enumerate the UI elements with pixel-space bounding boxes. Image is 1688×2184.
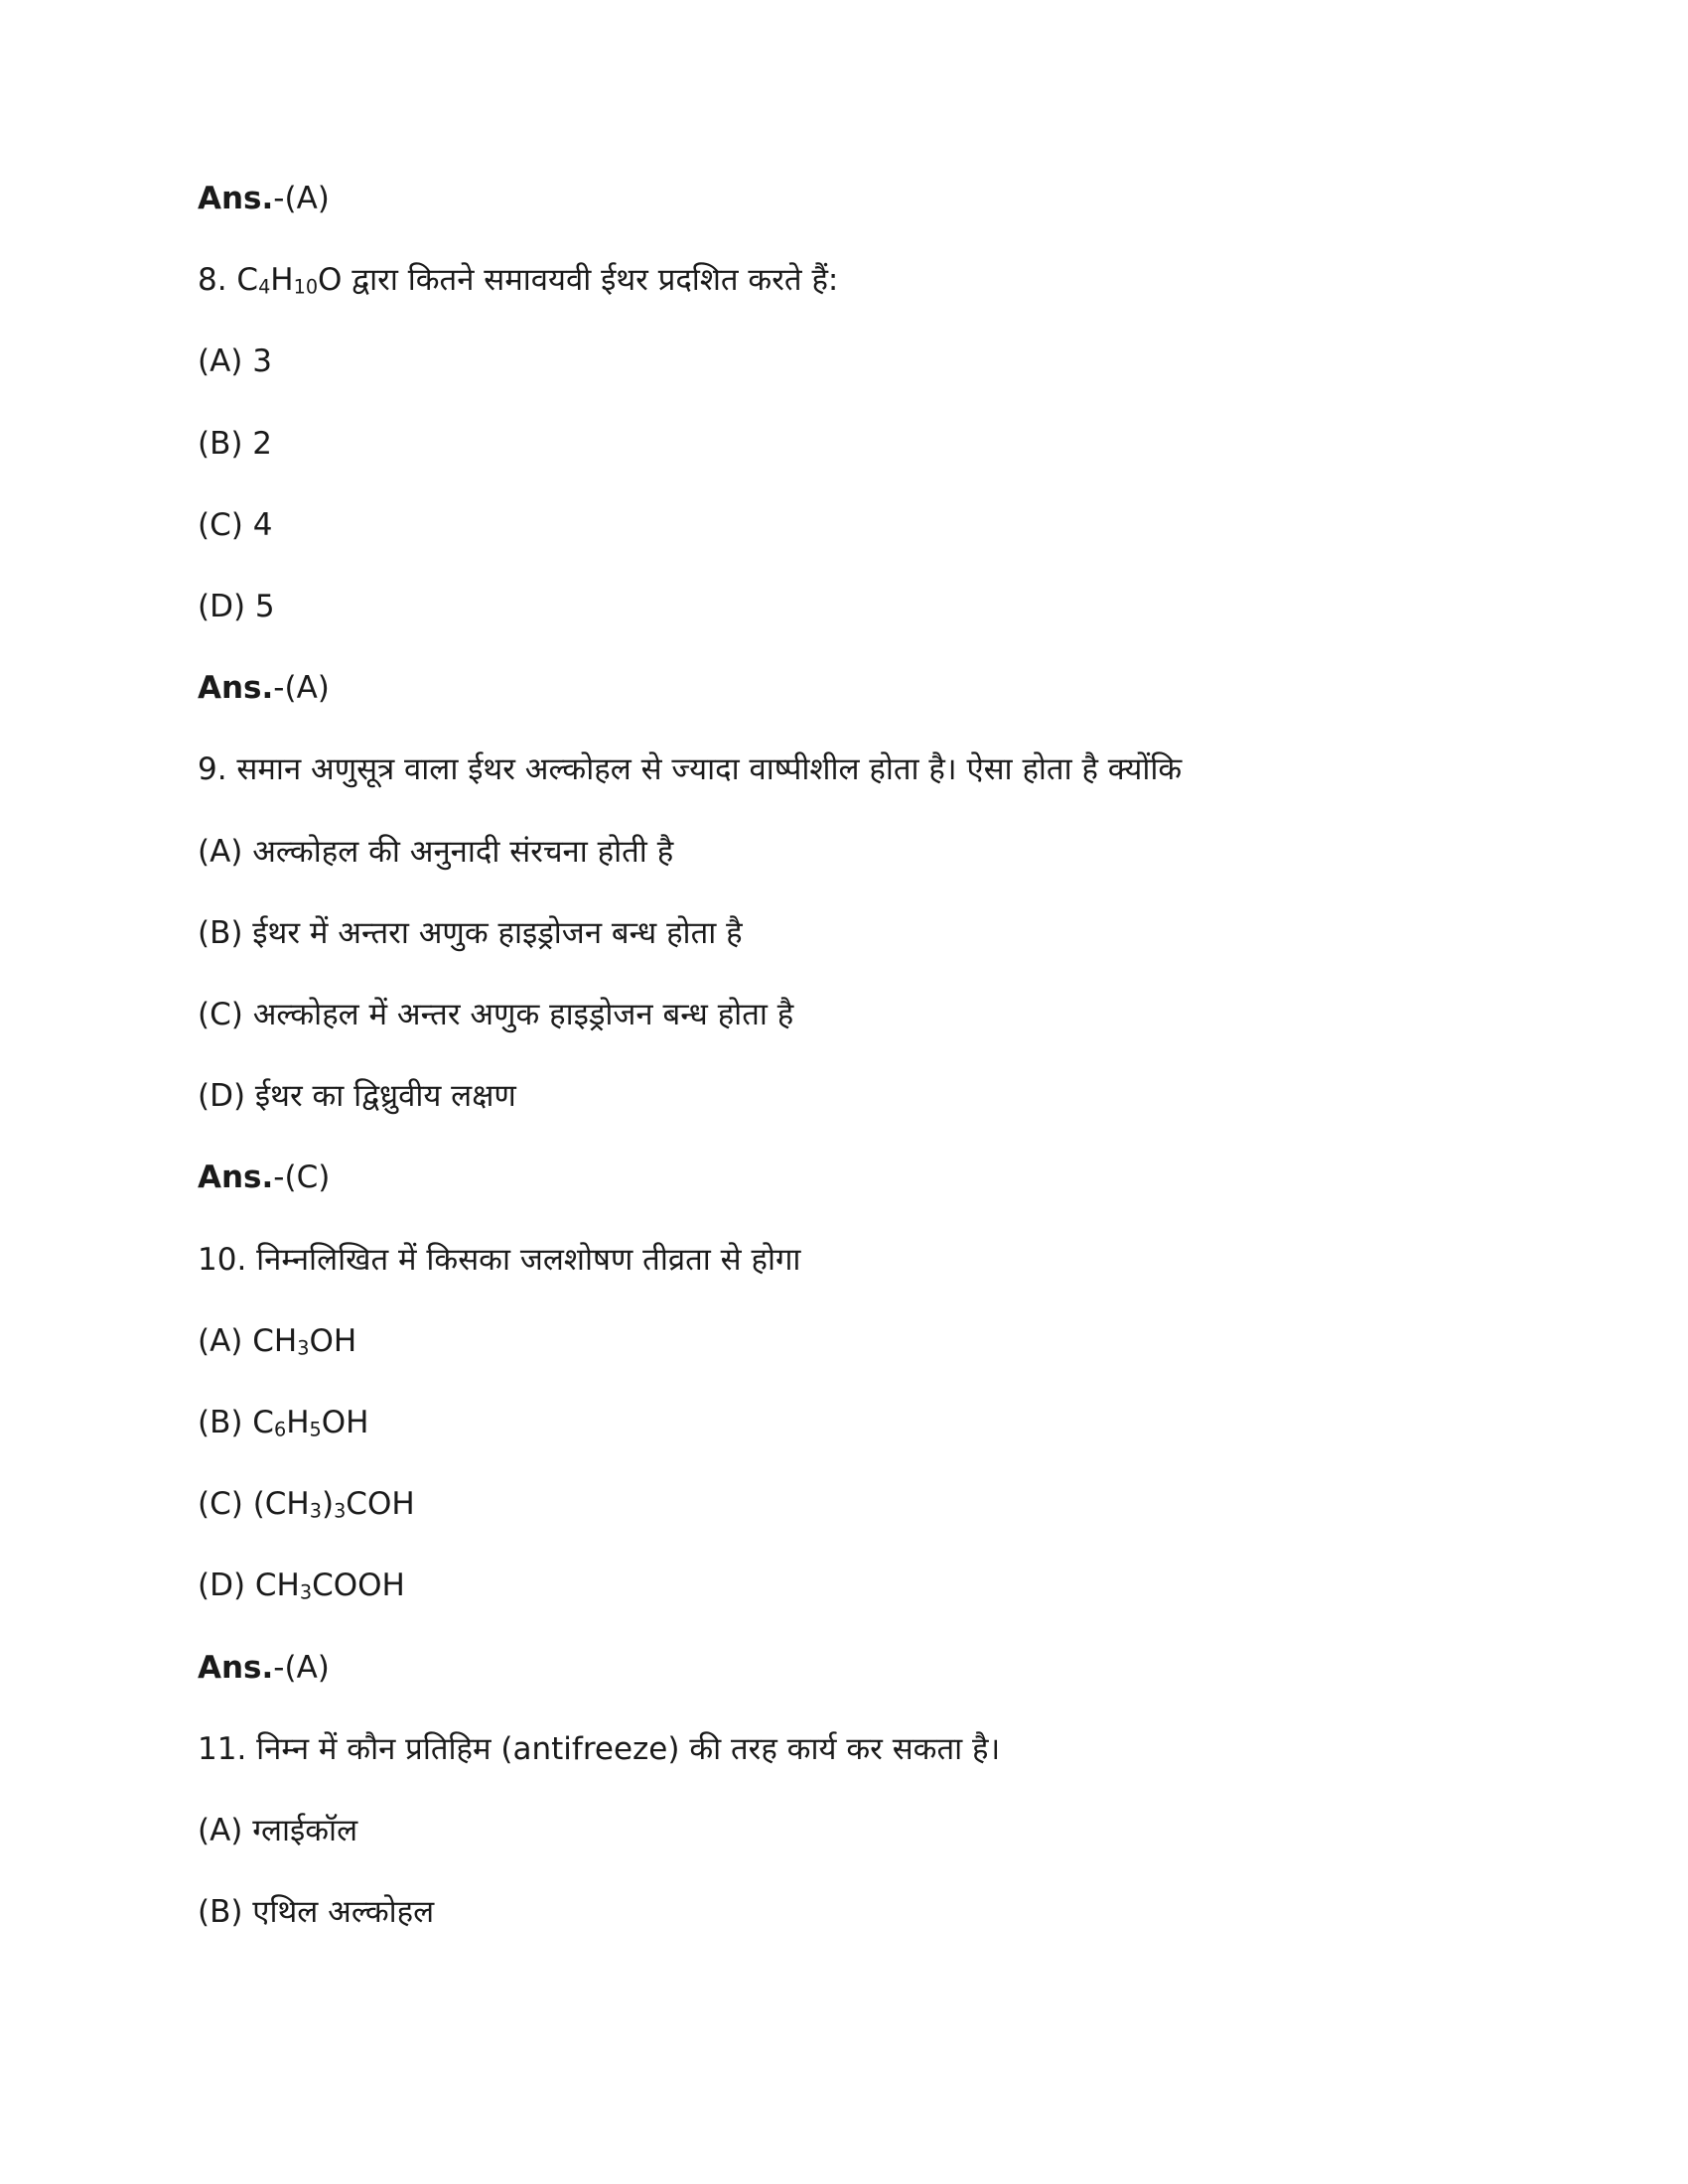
answer-line	[198, 1646, 330, 1690]
option-text	[198, 1809, 357, 1852]
text-segment: (A) 3	[198, 343, 272, 379]
subscript: 10	[293, 275, 319, 299]
question-text	[198, 258, 838, 302]
text-segment: 10. निम्नलिखित में किसका जलशोषण तीव्रता से होगा	[198, 1242, 801, 1278]
option-text	[198, 993, 793, 1036]
subscript: 3	[334, 1499, 347, 1523]
text-segment: (C) अल्कोहल में अन्तर अणुक हाइड्रोजन बन्ध होता है	[198, 997, 794, 1032]
answer-label: Ans.	[198, 181, 274, 216]
text-segment: (B) C	[198, 1405, 274, 1440]
answer-line	[198, 1156, 330, 1199]
answer-value: -(A)	[273, 1650, 330, 1686]
text-segment: H	[286, 1405, 310, 1440]
answer-label: Ans.	[198, 670, 274, 706]
option-text	[198, 1319, 356, 1363]
option-text	[198, 585, 275, 628]
text-segment: (C) (CH	[198, 1486, 310, 1522]
answer-line	[198, 177, 330, 220]
text-segment: (A) ग्लाईकॉल	[198, 1813, 358, 1848]
option-text	[198, 1482, 415, 1526]
option-text	[198, 1074, 516, 1118]
subscript: 6	[273, 1418, 287, 1441]
subscript: 4	[258, 275, 271, 299]
option-text	[198, 1890, 434, 1934]
text-segment: 11. निम्न में कौन प्रतिहिम (antifreeze) की तरह कार्य कर सकता है।	[198, 1731, 1001, 1767]
text-segment: (B) 2	[198, 426, 273, 462]
subscript: 3	[299, 1580, 313, 1604]
text-segment: COOH	[312, 1568, 405, 1603]
subscript: 5	[309, 1418, 322, 1441]
text-segment: (D) ईथर का द्विध्रुवीय लक्षण	[198, 1078, 516, 1114]
text-segment: 8. C	[198, 262, 259, 298]
subscript: 3	[309, 1499, 322, 1523]
option-text	[198, 503, 272, 547]
subscript: 3	[297, 1336, 310, 1360]
text-segment: (A) CH	[198, 1323, 298, 1359]
text-segment: (D) CH	[198, 1568, 300, 1603]
answer-value: -(A)	[273, 670, 330, 706]
text-segment: OH	[321, 1405, 369, 1440]
text-segment: )	[321, 1486, 335, 1522]
option-text	[198, 911, 743, 955]
question-text	[198, 1727, 1000, 1771]
option-text	[198, 1401, 368, 1444]
text-segment: (B) एथिल अल्कोहल	[198, 1894, 435, 1930]
answer-label: Ans.	[198, 1650, 274, 1686]
answer-value: -(C)	[273, 1160, 331, 1195]
option-text	[198, 422, 272, 466]
text-segment: 9. समान अणुसूत्र वाला ईथर अल्कोहल से ज्यादा वाष्पीशील होता है। ऐसा होता है क्योंकि	[198, 751, 1183, 787]
option-text	[198, 1564, 405, 1607]
text-segment: (D) 5	[198, 589, 275, 624]
text-segment: H	[270, 262, 294, 298]
text-segment: (C) 4	[198, 507, 273, 543]
answer-label: Ans.	[198, 1160, 274, 1195]
answer-value: -(A)	[273, 181, 330, 216]
text-segment: (A) अल्कोहल की अनुनादी संरचना होती है	[198, 834, 674, 870]
text-segment: (B) ईथर में अन्तरा अणुक हाइड्रोजन बन्ध होता है	[198, 915, 743, 951]
text-segment: OH	[309, 1323, 357, 1359]
text-segment: COH	[346, 1486, 415, 1522]
question-text	[198, 748, 1182, 791]
option-text	[198, 830, 673, 874]
text-segment: O द्वारा कितने समावयवी ईथर प्रदशित करते हैं:	[318, 262, 839, 298]
answer-line	[198, 666, 330, 710]
question-text	[198, 1238, 800, 1282]
option-text	[198, 340, 272, 383]
